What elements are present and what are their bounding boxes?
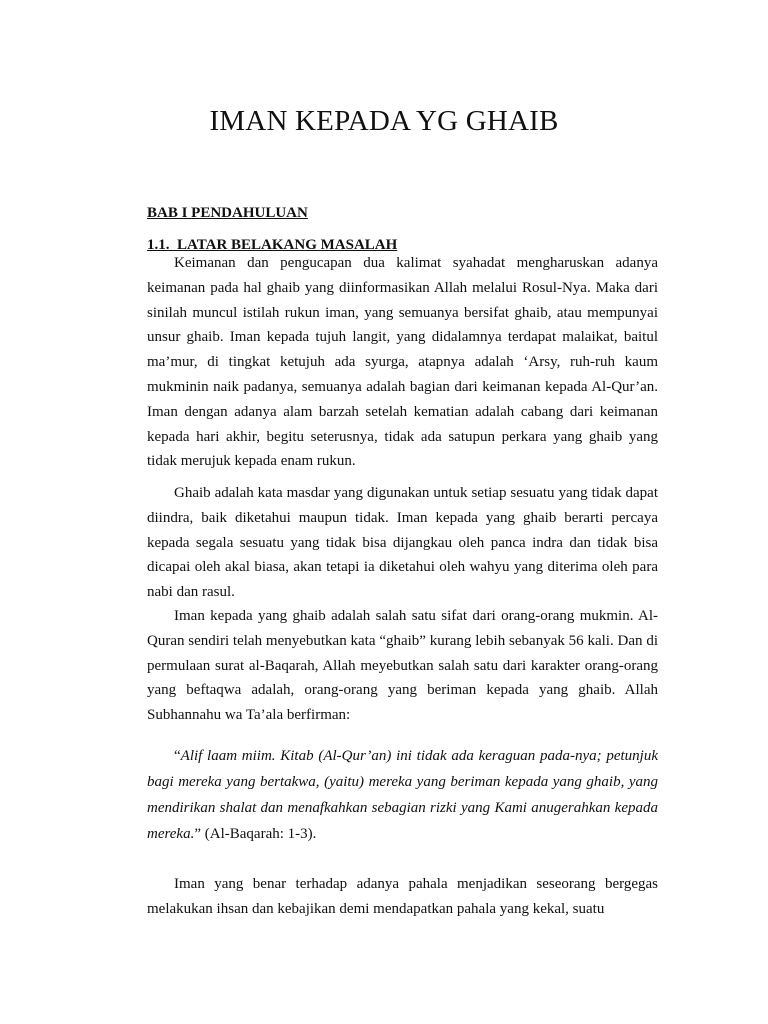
paragraph-1-text: Keimanan dan pengucapan dua kalimat syahadat mengharuskan adanya keimanan pada hal ghaib yang diinformasikan Allah melalui Rosul-Nya. Maka dari sinilah muncul istilah rukun iman, yang semuanya bersifat ghaib, atau mempunyai unsur ghaib. Iman kepada tujuh langit, yang didalamnya terdapat malaikat, baitul ma’mur, di tingkat ketujuh ada syurga, atapnya adalah ‘Arsy, ruh-ruh kaum mukminin naik padanya, semuanya adalah bagian dari keimanan kepada Al-Qur’an. Iman dengan adanya alam barzah setelah kematian adalah cabang dari keimanan kepada hari akhir, begitu seterusnya, tidak ada satupun perkara yang ghaib yang tidak merujuk kepada enam rukun. <box>147 255 658 470</box>
section-heading: 1.1. LATAR BELAKANG MASALAH <box>147 237 398 253</box>
quote-citation: (Al-Baqarah: 1-3). <box>204 826 317 842</box>
paragraph-4 <box>147 872 658 922</box>
quote-close-mark: ” <box>194 826 202 842</box>
quote-open-mark: “ <box>174 748 181 764</box>
quran-quote <box>147 743 658 847</box>
paragraph-3-text: Iman kepada yang ghaib adalah salah satu sifat dari orang-orang mukmin. Al-Quran sendiri telah menyebutkan kata “ghaib” kurang lebih sebanyak 56 kali. Dan di permulaan surat al-Baqarah, Allah meyebutkan salah satu dari karakter orang-orang yang beftaqwa adalah, orang-orang yang beriman kepada yang ghaib. Allah Subhannahu wa Ta’ala berfirman: <box>147 608 658 724</box>
chapter-heading: BAB I PENDAHULUAN <box>147 205 308 221</box>
paragraph-2-text: Ghaib adalah kata masdar yang digunakan untuk setiap sesuatu yang tidak dapat diindra, baik diketahui maupun tidak. Iman kepada yang ghaib berarti percaya kepada segala sesuatu yang tidak bisa dijangkau oleh panca indra dan tidak bisa dicapai oleh akal biasa, akan tetapi ia diketahui oleh wahyu yang diterima oleh para nabi dan rasul. <box>147 485 658 601</box>
paragraph-3 <box>147 604 658 728</box>
paragraph-1 <box>147 251 658 474</box>
quote-text: Alif laam miim. Kitab (Al-Qur’an) ini tidak ada keraguan pada-nya; petunjuk bagi mereka yang bertakwa, (yaitu) mereka yang beriman kepada yang ghaib, yang mendirikan shalat dan menafkahkan sebagian rizki yang Kami anugerahkan kepada mereka. <box>147 748 658 842</box>
document-title: IMAN KEPADA YG GHAIB <box>209 105 559 137</box>
paragraph-2 <box>147 481 658 605</box>
paragraph-4-text: Iman yang benar terhadap adanya pahala menjadikan seseorang bergegas melakukan ihsan dan kebajikan demi mendapatkan pahala yang kekal, suatu <box>147 876 658 917</box>
